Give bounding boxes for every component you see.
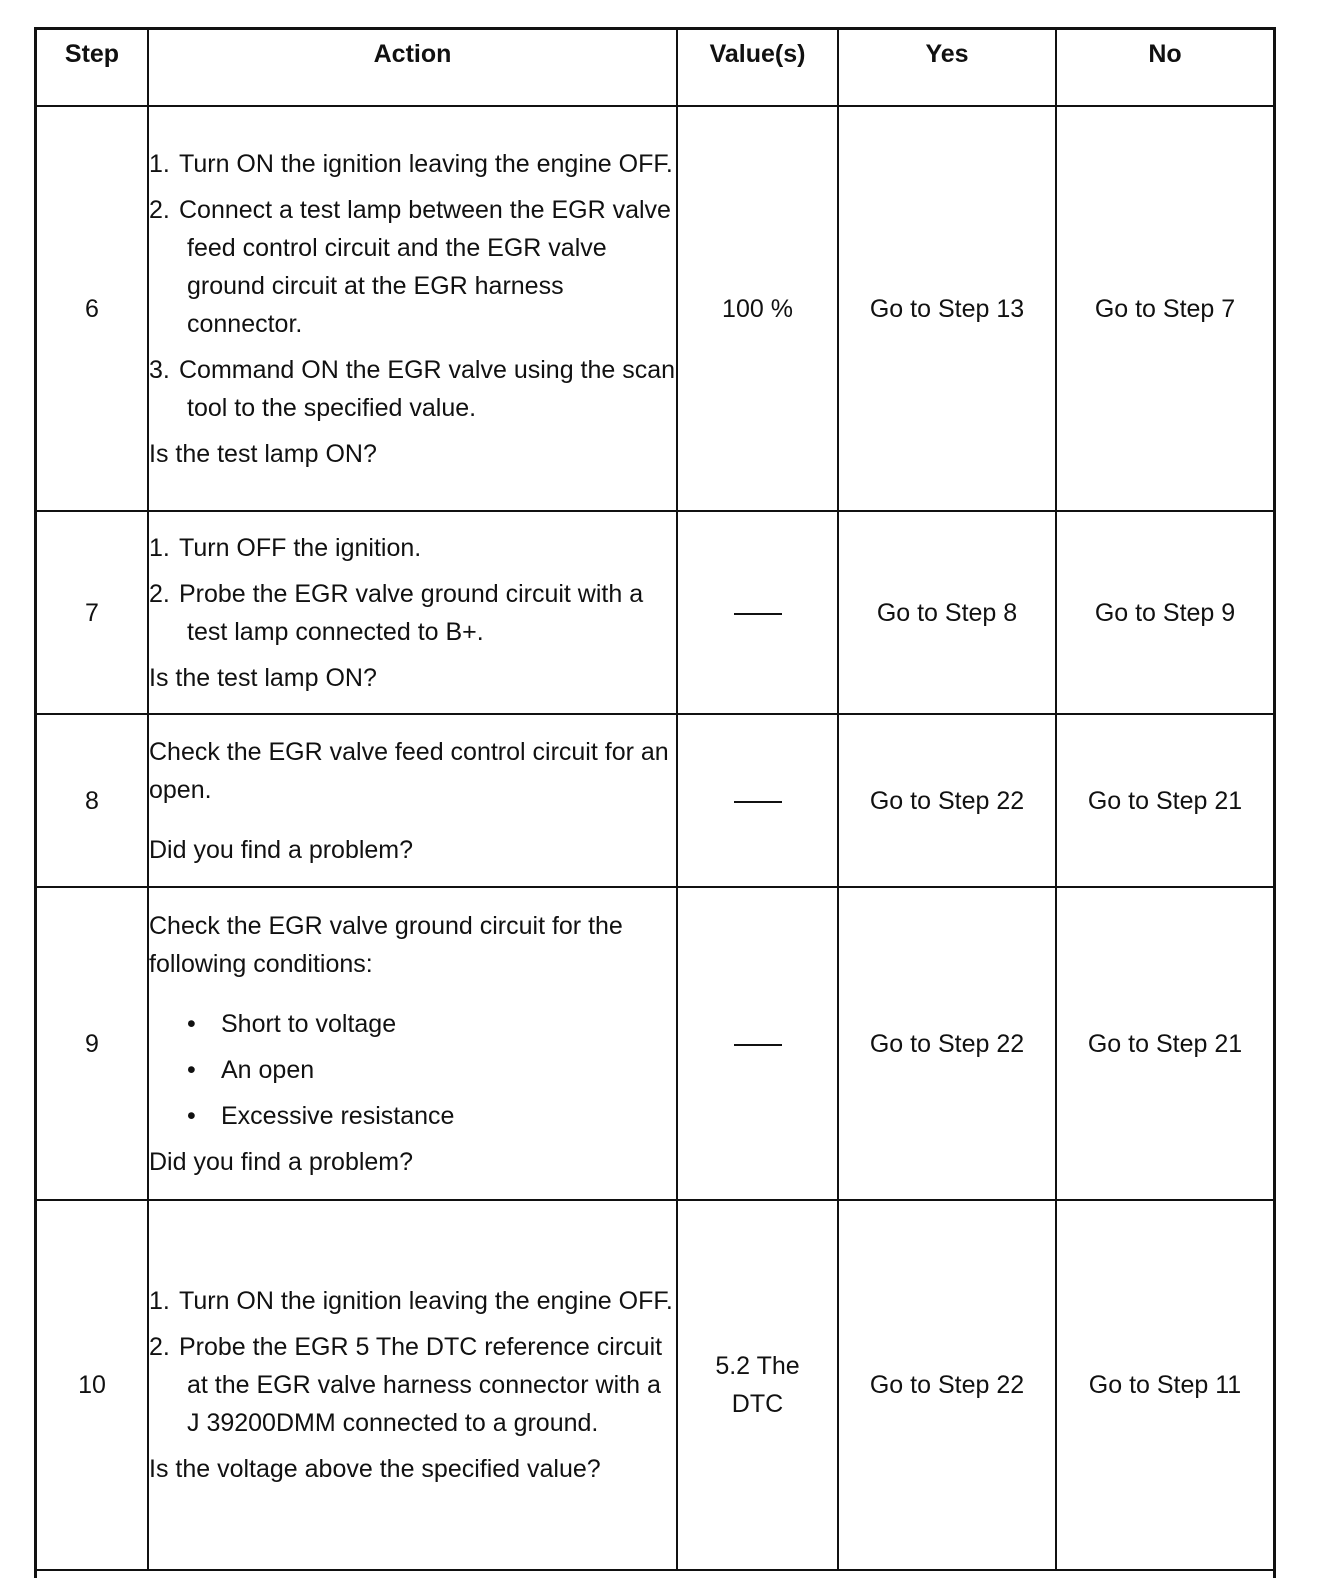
value-dash: [734, 613, 782, 615]
condition-list: [149, 1005, 676, 1135]
action-cell: [148, 511, 677, 714]
no-cell: Go to Step 9: [1056, 511, 1273, 714]
header-values: Value(s): [677, 30, 838, 106]
header-yes: Yes: [838, 30, 1056, 106]
list-item: • Short to voltage: [187, 1009, 397, 1038]
yes-cell: Go to Step 22: [838, 887, 1056, 1200]
action-item-text: Probe the EGR 5 The DTC reference circuit at the EGR valve harness connector with a J 39200DMM connected to a ground.: [179, 1333, 663, 1437]
action-intro: Check the EGR valve ground circuit for the following conditions:: [149, 911, 623, 978]
yes-cell: Go to Step 22: [838, 714, 1056, 887]
table-row: [37, 511, 1273, 714]
action-item-text: Connect a test lamp between the EGR valve feed control circuit and the EGR valve ground circuit at the EGR harness connector.: [179, 195, 671, 338]
step-number: 6: [37, 106, 148, 511]
action-question: Did you find a problem?: [149, 1147, 414, 1176]
list-item: • An open: [187, 1055, 315, 1084]
list-item-text: Excessive resistance: [221, 1101, 455, 1130]
action-item: 1. Turn ON the ignition leaving the engine OFF.: [149, 1287, 673, 1315]
action-intro: Check the EGR valve feed control circuit for an open.: [149, 737, 669, 804]
table-row: [37, 887, 1273, 1200]
action-cell: [148, 1200, 677, 1570]
action-item: 2. Probe the EGR valve ground circuit with a test lamp connected to B+.: [149, 579, 644, 646]
action-item-text: Command ON the EGR valve using the scan tool to the specified value.: [179, 355, 676, 422]
action-item-text: Turn OFF the ignition.: [179, 533, 422, 562]
action-item-text: Turn ON the ignition leaving the engine OFF.: [179, 1287, 673, 1315]
value-cell: 100 %: [677, 106, 838, 511]
action-cell: [148, 714, 677, 887]
action-item: 1. Turn ON the ignition leaving the engine OFF.: [149, 149, 673, 178]
value-cell: [677, 1200, 838, 1570]
step-number: 9: [37, 887, 148, 1200]
action-cell: [148, 887, 677, 1200]
list-item-text: Short to voltage: [221, 1009, 397, 1038]
action-item-text: Turn ON the ignition leaving the engine OFF.: [179, 149, 673, 178]
value-cell: [677, 511, 838, 714]
diagnostic-table-page: [34, 27, 1276, 1578]
action-cell: [148, 106, 677, 511]
step-number: 10: [37, 1200, 148, 1570]
action-item: 2. Connect a test lamp between the EGR valve feed control circuit and the EGR valve ground circuit at the EGR harness connector.: [149, 195, 671, 338]
yes-cell: Go to Step 13: [838, 106, 1056, 511]
yes-cell: Go to Step 8: [838, 511, 1056, 714]
action-item: 2. Probe the EGR 5 The DTC reference circuit at the EGR valve harness connector with a J 39200DMM connected to a ground.: [149, 1333, 663, 1437]
value-cell: [677, 887, 838, 1200]
yes-cell: Go to Step 22: [838, 1200, 1056, 1570]
list-item-text: An open: [221, 1055, 315, 1084]
action-question: Did you find a problem?: [149, 835, 414, 864]
value-text: 5.2 The DTC: [715, 1352, 800, 1418]
action-item: 1. Turn OFF the ignition.: [149, 533, 422, 562]
table-row: [37, 1200, 1273, 1570]
action-question: Is the test lamp ON?: [149, 663, 377, 692]
header-no: No: [1056, 30, 1273, 106]
header-action: Action: [148, 30, 677, 106]
header-step: Step: [37, 30, 148, 106]
action-item: 3. Command ON the EGR valve using the scan tool to the specified value.: [149, 355, 676, 422]
value-cell: [677, 714, 838, 887]
value-dash: [734, 801, 782, 803]
diagnostic-table: [37, 30, 1273, 1571]
table-row: [37, 714, 1273, 887]
action-question: Is the test lamp ON?: [149, 439, 377, 468]
list-item: • Excessive resistance: [187, 1101, 455, 1130]
no-cell: Go to Step 21: [1056, 714, 1273, 887]
no-cell: Go to Step 7: [1056, 106, 1273, 511]
no-cell: Go to Step 21: [1056, 887, 1273, 1200]
table-row: [37, 106, 1273, 511]
action-item-text: Probe the EGR valve ground circuit with a test lamp connected to B+.: [179, 579, 644, 646]
step-number: 7: [37, 511, 148, 714]
no-cell: Go to Step 11: [1056, 1200, 1273, 1570]
step-number: 8: [37, 714, 148, 887]
value-dash: [734, 1044, 782, 1046]
action-question: Is the voltage above the specified value?: [149, 1455, 601, 1483]
header-row: [37, 30, 1273, 106]
